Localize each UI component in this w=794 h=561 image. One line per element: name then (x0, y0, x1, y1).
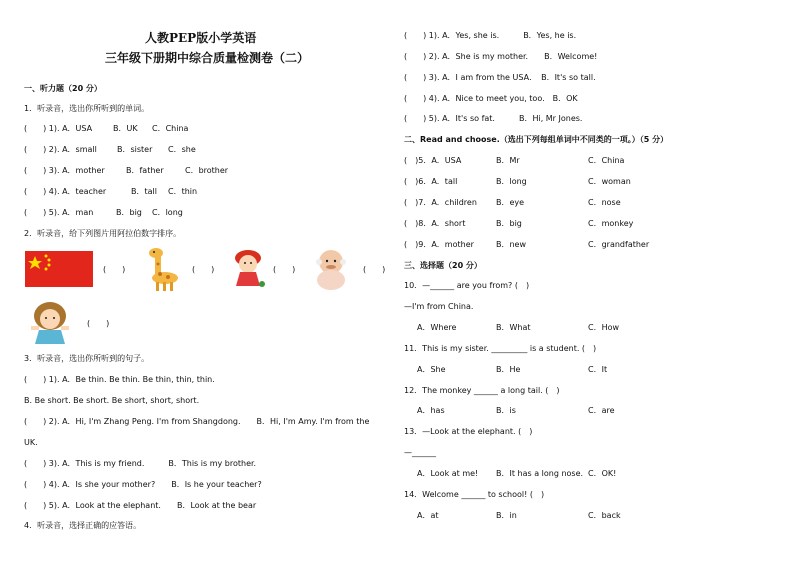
q1-item-a: ( ) 1). A．USA (24, 124, 93, 133)
option-b: B．It has a long nose. (496, 469, 584, 478)
answer-blank[interactable]: ( ) (363, 265, 386, 274)
page-title: 人教PEP版小学英语 (145, 31, 257, 45)
q4-item: ( ) 2). A．She is my mother. B．Welcome! (404, 52, 598, 61)
q1-item-b: B．father (126, 166, 164, 175)
q3-item-2b: UK. (24, 438, 38, 447)
question-2-heading: 2．听录音，给下列图片用阿拉伯数字排序。 (24, 229, 182, 238)
rc-item-c: C．grandfather (588, 240, 650, 249)
option-c: C．How (588, 323, 620, 332)
question-13: 13．—Look at the elephant. ( ) (404, 427, 533, 436)
q3-item-5: ( ) 5). A．Look at the elephant. B．Look at the bear (24, 501, 257, 510)
china-flag-image (25, 251, 93, 287)
q1-item-c: C．she (168, 145, 196, 154)
q3-item-2: ( ) 2). A．Hi, I'm Zhang Peng. I'm from Shangdong. B．Hi, I'm Amy. I'm from the (24, 417, 370, 426)
option-b: B．What (496, 323, 531, 332)
answer-blank[interactable]: ( ) (273, 265, 296, 274)
answer-blank[interactable]: ( ) (192, 265, 215, 274)
rc-item-c: C．China (588, 156, 625, 165)
question-11: 11．This is my sister. _________ is a student. ( ) (404, 344, 597, 353)
rc-item-a: ( )7．A．children (404, 198, 477, 207)
question-10-reply: —I'm from China. (404, 302, 474, 311)
option-b: B．is (496, 406, 516, 415)
q3-item-3: ( ) 3). A．This is my friend. B．This is my brother. (24, 459, 257, 468)
q1-item-a: ( ) 3). A．mother (24, 166, 105, 175)
q4-item: ( ) 3). A．I am from the USA． B．It's so tall. (404, 73, 596, 82)
option-a: A．Look at me! (417, 469, 479, 478)
q1-item-a: ( ) 2). A．small (24, 145, 97, 154)
rc-item-b: B．big (496, 219, 522, 228)
girl-cartoon-image (228, 248, 268, 290)
q1-item-a: ( ) 4). A．teacher (24, 187, 107, 196)
option-a: A．has (417, 406, 445, 415)
q1-item-b: B．tall (131, 187, 157, 196)
question-14: 14．Welcome ______ to school! ( ) (404, 490, 545, 499)
rc-item-b: B．long (496, 177, 527, 186)
section-listening: 一、听力题（20 分） (24, 84, 102, 93)
q4-item: ( ) 5). A．It's so fat. B．Hi, Mr Jones. (404, 114, 583, 123)
q1-item-b: B．UK (113, 124, 138, 133)
woman-cartoon-image (25, 300, 75, 344)
page-subtitle: 三年级下册期中综合质量检测卷（二） (105, 51, 310, 65)
q1-item-b: B．big (116, 208, 142, 217)
option-b: B．in (496, 511, 517, 520)
rc-item-a: ( )8．A．short (404, 219, 466, 228)
section-read-and-choose: 二、Read and choose.（选出下列每组单词中不同类的一项。）（5 分） (404, 135, 669, 144)
answer-blank[interactable]: ( ) (87, 319, 110, 328)
rc-item-b: B．Mr (496, 156, 520, 165)
option-c: C．back (588, 511, 621, 520)
grandpa-cartoon-image (308, 246, 354, 292)
option-a: A．She (417, 365, 446, 374)
option-a: A．Where (417, 323, 457, 332)
q1-item-a: ( ) 5). A．man (24, 208, 94, 217)
rc-item-a: ( )5．A．USA (404, 156, 462, 165)
option-a: A．at (417, 511, 439, 520)
q4-item: ( ) 1). A．Yes, she is. B．Yes, he is. (404, 31, 577, 40)
question-4-heading: 4．听录音，选择正确的应答语。 (24, 521, 142, 530)
rc-item-a: ( )6．A．tall (404, 177, 458, 186)
option-c: C．It (588, 365, 608, 374)
option-c: C．OK! (588, 469, 617, 478)
question-13-reply: —______ (404, 448, 436, 457)
q1-item-c: C．brother (185, 166, 229, 175)
q1-item-c: C．China (152, 124, 189, 133)
question-3-heading: 3．听录音，选出你所听到的句子。 (24, 354, 150, 363)
q3-item-1: ( ) 1). A．Be thin. Be thin. Be thin, thin, thin. (24, 375, 215, 384)
question-12: 12．The monkey ______ a long tail. ( ) (404, 386, 560, 395)
section-multiple-choice: 三、选择题（20 分） (404, 261, 482, 270)
rc-item-a: ( )9．A．mother (404, 240, 474, 249)
option-b: B．He (496, 365, 521, 374)
rc-item-c: C．nose (588, 198, 621, 207)
rc-item-b: B．eye (496, 198, 525, 207)
q3-item-1b: B. Be short. Be short. Be short, short, short. (24, 396, 200, 405)
q1-item-c: C．thin (168, 187, 198, 196)
answer-blank[interactable]: ( ) (103, 265, 126, 274)
rc-item-c: C．woman (588, 177, 631, 186)
q1-item-c: C．long (152, 208, 183, 217)
rc-item-b: B．new (496, 240, 527, 249)
question-1-heading: 1．听录音，选出你所听到的单词。 (24, 104, 150, 113)
q3-item-4: ( ) 4). A．Is she your mother? B．Is he your teacher? (24, 480, 262, 489)
giraffe-image (140, 244, 186, 292)
q4-item: ( ) 4). A．Nice to meet you, too. B．OK (404, 94, 578, 103)
rc-item-c: C．monkey (588, 219, 634, 228)
question-10: 10．—______ are you from? ( ) (404, 281, 530, 290)
q1-item-b: B．sister (117, 145, 153, 154)
option-c: C．are (588, 406, 615, 415)
